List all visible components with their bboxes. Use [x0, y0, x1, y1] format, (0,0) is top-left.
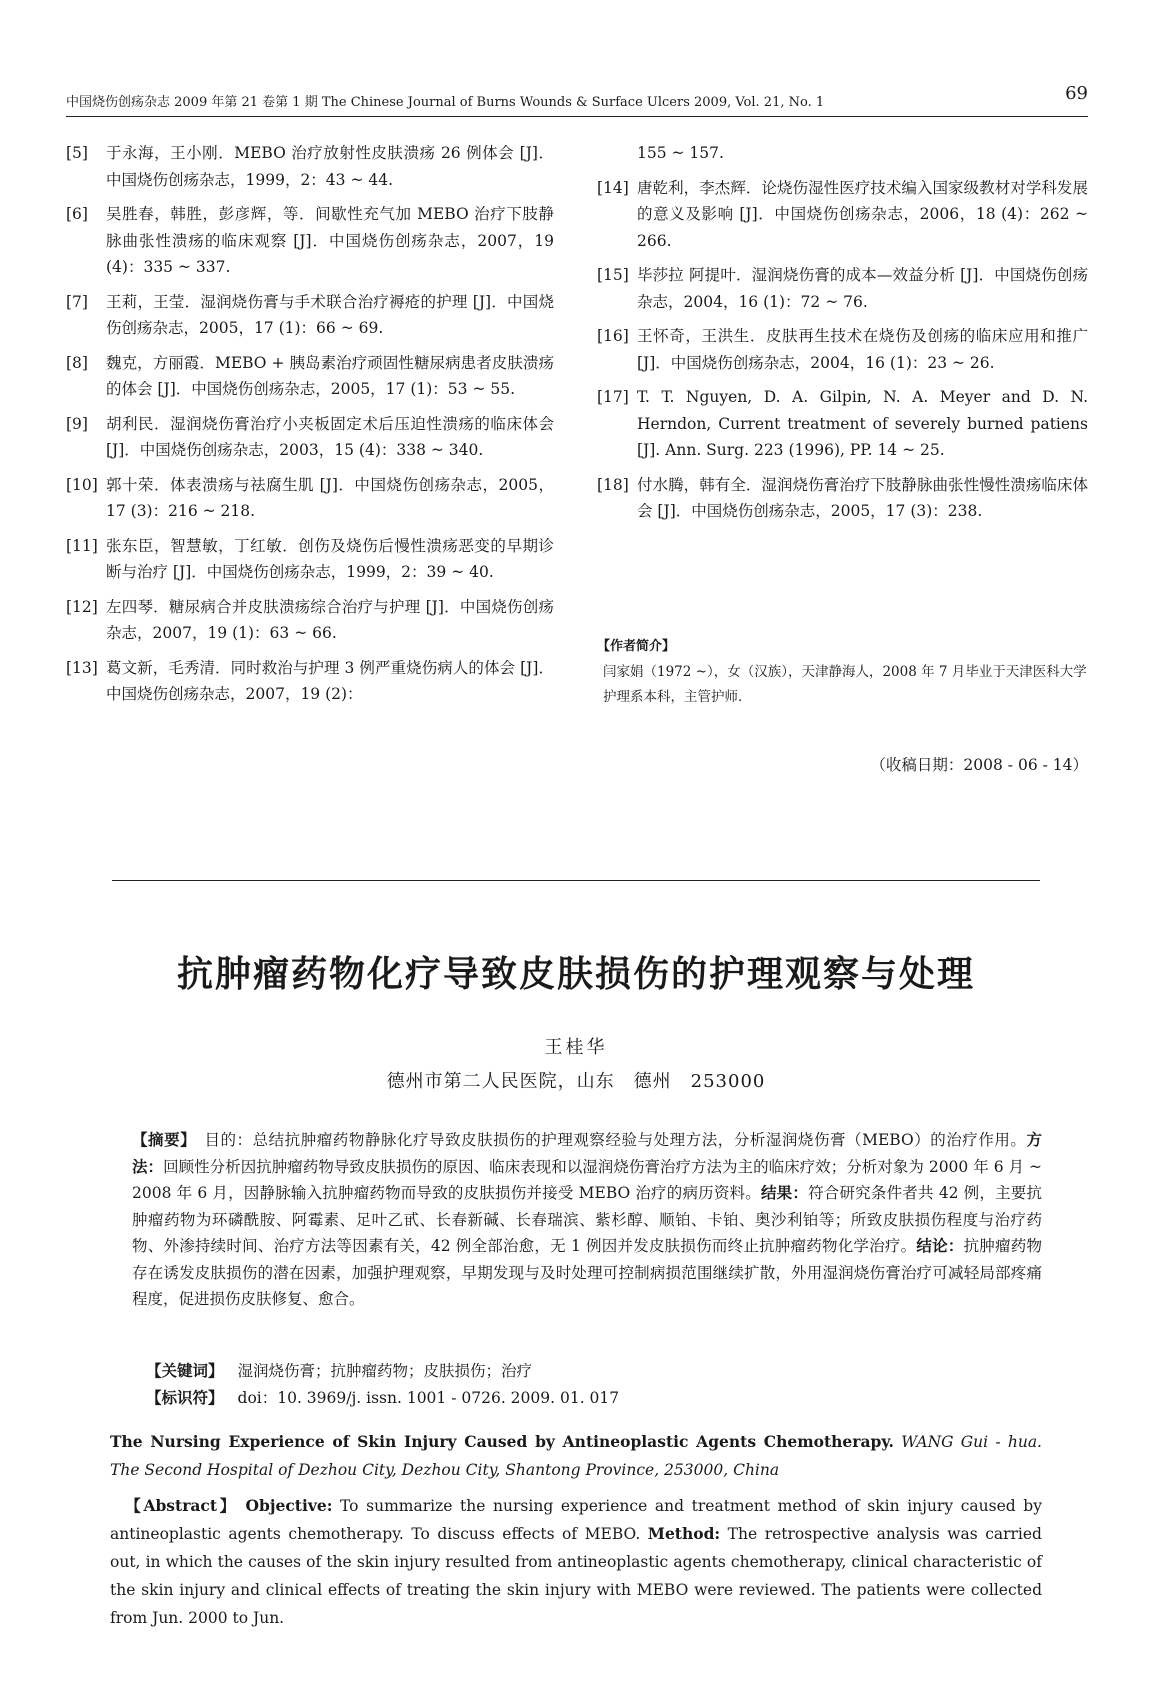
references-right-column: [597, 140, 1088, 533]
author-intro-label: 【作者简介】: [597, 639, 676, 654]
method-text: 回顾性分析因抗肿瘤药物导致皮肤损伤的原因、临床表现和以湿润烧伤膏治疗方法为主的临床疗效；分析对象为 2000 年 6 月 ~ 2008 年 6 月，因静脉输入抗肿瘤药物而导致的皮肤损伤并接受 MEBO 治疗的病历资料。: [132, 1157, 1042, 1202]
english-method-label: Method:: [647, 1524, 721, 1543]
reference-text: 毕莎拉 阿提叶．湿润烧伤膏的成本—效益分析 [J]．中国烧伤创疡杂志，2004，16 (1)：72 ~ 76.: [637, 266, 1088, 311]
running-title: 中国烧伤创疡杂志 2009 年第 21 卷第 1 期 The Chinese Journal of Burns Wounds & Surface Ulcers 2009, Vol. 21, No. 1: [66, 95, 825, 110]
reference-item: [66, 289, 554, 342]
reference-item: [597, 384, 1088, 464]
reference-number: [8]: [66, 353, 88, 372]
reference-number: [17]: [597, 388, 629, 406]
reference-text: T. T. Nguyen, D. A. Gilpin, N. A. Meyer and D. N. Herndon, Current treatment of severely burned patiens [J]. Ann. Surg. 223 (1996), PP. 14 ~ 25.: [637, 388, 1088, 459]
reference-text: 付水腾，韩有全．湿润烧伤膏治疗下肢静脉曲张性慢性溃疡临床体会 [J]．中国烧伤创疡杂志，2005，17 (3)：238.: [637, 475, 1088, 520]
method-label: 方法：: [132, 1131, 1042, 1176]
reference-item: [597, 472, 1088, 525]
conclusion-label: 结论：: [916, 1237, 964, 1255]
reference-number: [5]: [66, 144, 88, 162]
reference-number: [6]: [66, 205, 88, 223]
references-left-column: [66, 140, 554, 716]
reference-number: [10]: [66, 475, 98, 494]
reference-number: [15]: [597, 266, 629, 284]
reference-number: [18]: [597, 475, 629, 494]
reference-number: [13]: [66, 658, 98, 677]
english-objective-label: Objective:: [245, 1496, 333, 1515]
reference-text: 葛文新，毛秀清．同时救治与护理 3 例严重烧伤病人的体会 [J]．中国烧伤创疡杂志，2007，19 (2)：: [106, 658, 554, 703]
reference-number: [16]: [597, 327, 629, 345]
reference-text: 郭十荣．体表溃疡与祛腐生肌 [J]．中国烧伤创疡杂志，2005，17 (3)：216 ~ 218.: [106, 475, 554, 520]
reference-text: 胡利民．湿润烧伤膏治疗小夹板固定术后压迫性溃疡的临床体会 [J]．中国烧伤创疡杂志，2003，15 (4)：338 ~ 340.: [106, 414, 554, 459]
reference-number: [14]: [597, 178, 629, 197]
reference-text: 张东臣，智慧敏，丁红敏．创伤及烧伤后慢性溃疡恶变的早期诊断与治疗 [J]．中国烧伤创疡杂志，1999，2：39 ~ 40.: [106, 536, 554, 581]
reference-item: [66, 472, 554, 525]
reference-item: [597, 323, 1088, 376]
author-intro-text: 闫家娟（1972 ~），女（汉族），天津静海人，2008 年 7 月毕业于天津医科大学护理系本科，主管护师．: [603, 664, 1087, 705]
reference-item: [66, 655, 554, 708]
english-byline: WANG Gui - hua. The Second Hospital of Dezhou City, Dezhou City, Shantong Province, 253000, China: [110, 1433, 1042, 1479]
result-text: 符合研究条件者共 42 例，主要抗肿瘤药物为环磷酰胺、阿霉素、足叶乙甙、长春新碱、长春瑞滨、紫杉醇、顺铂、卡铂、奥沙利铂等；所致皮肤损伤程度与治疗药物、外渗持续时间、治疗方法等因素有关，42 例全部治愈，无 1 例因并发皮肤损伤而终止抗肿瘤药物化学治疗。: [132, 1184, 1042, 1255]
received-date: （收稿日期：2008 - 06 - 14）: [870, 756, 1088, 774]
identifier-line: [146, 1385, 619, 1411]
identifier-text: doi：10. 3969/j. issn. 1001 - 0726. 2009. 01. 017: [237, 1389, 620, 1407]
running-header: [66, 83, 1088, 117]
english-objective-text: To summarize the nursing experience and treatment method of skin injury caused by antineoplastic agents chemotherapy. To discuss effects of MEBO.: [110, 1497, 1042, 1543]
article-author: 王桂华: [544, 1037, 608, 1058]
reference-number: [7]: [66, 292, 88, 311]
objective-label: 目的：: [204, 1131, 253, 1149]
identifier-label: 【标识符】: [146, 1389, 224, 1407]
reference-text: 唐乾利，李杰辉．论烧伤湿性医疗技术编入国家级教材对学科发展的意义及影响 [J]．中国烧伤创疡杂志，2006，18 (4)：262 ~ 266.: [637, 178, 1088, 250]
author-intro: [597, 635, 1088, 710]
keywords-line: [146, 1358, 532, 1384]
reference-number: [9]: [66, 414, 88, 433]
article-affiliation: 德州市第二人民医院，山东 德州 253000: [386, 1071, 766, 1092]
english-title: The Nursing Experience of Skin Injury Caused by Antineoplastic Agents Chemotherapy.: [110, 1432, 894, 1451]
reference-item: [66, 350, 554, 403]
reference-item: [66, 594, 554, 647]
reference-text: 王莉，王莹．湿润烧伤膏与手术联合治疗褥疮的护理 [J]．中国烧伤创疡杂志，2005，17 (1)：66 ~ 69.: [106, 292, 554, 337]
english-title-block: [110, 1428, 1042, 1484]
keywords-text: 湿润烧伤膏；抗肿瘤药物；皮肤损伤；治疗: [237, 1362, 533, 1380]
reference-item: [597, 262, 1088, 315]
english-abstract-label: 【Abstract】: [125, 1496, 238, 1515]
article-title: 抗肿瘤药物化疗导致皮肤损伤的护理观察与处理: [176, 954, 975, 995]
english-method-text: The retrospective analysis was carried out, in which the causes of the skin injury resulted from antineoplastic agents chemotherapy, clinical characteristic of the skin injury and clinical effects of treating the skin injury with MEBO were reviewed. The patients were collected from Jun. 2000 to Jun.: [110, 1525, 1042, 1627]
reference-number: [11]: [66, 536, 98, 555]
objective-text: 总结抗肿瘤药物静脉化疗导致皮肤损伤的护理观察经验与处理方法，分析湿润烧伤膏（MEBO）的治疗作用。: [252, 1131, 1027, 1149]
page-number: 69: [1065, 83, 1088, 104]
reference-text: 吴胜春，韩胜，彭彦辉，等．间歇性充气加 MEBO 治疗下肢静脉曲张性溃疡的临床观察 [J]．中国烧伤创疡杂志，2007，19 (4)：335 ~ 337.: [106, 205, 554, 276]
keywords-label: 【关键词】: [146, 1362, 224, 1380]
reference-item: [66, 201, 554, 281]
reference-text: 于永海，王小刚．MEBO 治疗放射性皮肤溃疡 26 例体会 [J]．中国烧伤创疡杂志，1999，2：43 ~ 44.: [106, 144, 554, 189]
reference-item: [66, 533, 554, 586]
abstract-chinese: [132, 1127, 1042, 1313]
reference-text: 魏克，方丽霞．MEBO + 胰岛素治疗顽固性糖尿病患者皮肤溃疡的体会 [J]．中国烧伤创疡杂志，2005，17 (1)：53 ~ 55.: [106, 353, 554, 398]
reference-item: [66, 411, 554, 464]
section-divider: [112, 880, 1040, 881]
reference-item: [66, 140, 554, 193]
reference-continuation: 155 ~ 157.: [637, 144, 724, 162]
abstract-label: 【摘要】: [132, 1131, 189, 1149]
english-abstract: [110, 1492, 1042, 1632]
reference-item: [597, 175, 1088, 255]
result-label: 结果：: [760, 1184, 809, 1202]
reference-number: [12]: [66, 597, 98, 616]
reference-text: 左四琴．糖尿病合并皮肤溃疡综合治疗与护理 [J]．中国烧伤创疡杂志，2007，19 (1)：63 ~ 66.: [106, 597, 554, 642]
reference-text: 王怀奇，王洪生．皮肤再生技术在烧伤及创疡的临床应用和推广 [J]．中国烧伤创疡杂志，2004，16 (1)：23 ~ 26.: [637, 327, 1088, 372]
conclusion-text: 抗肿瘤药物存在诱发皮肤损伤的潜在因素，加强护理观察，早期发现与及时处理可控制病损范围继续扩散，外用湿润烧伤膏治疗可减轻局部疼痛程度，促进损伤皮肤修复、愈合。: [132, 1237, 1042, 1308]
